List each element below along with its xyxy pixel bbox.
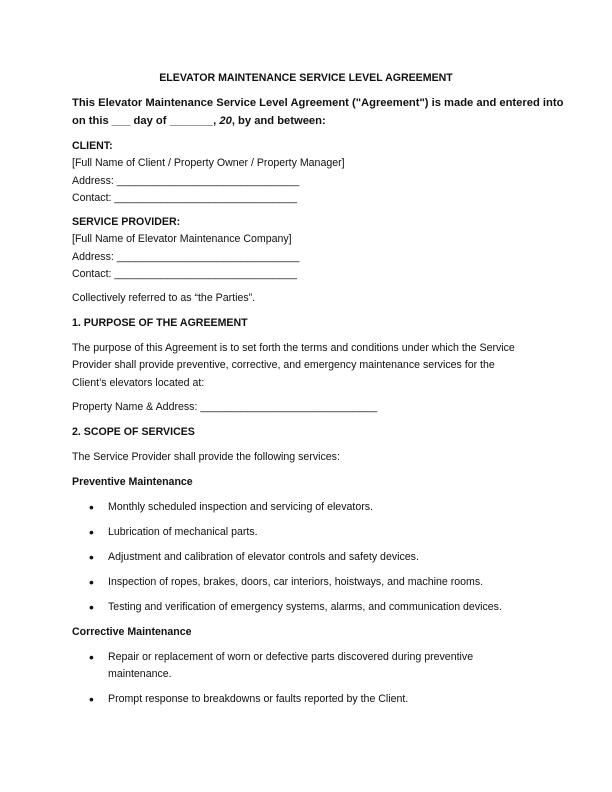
section-1-heading: 1. PURPOSE OF THE AGREEMENT bbox=[72, 317, 248, 329]
section-1-line-3: Client’s elevators located at: bbox=[72, 377, 205, 389]
client-contact: Contact: _______________________________ bbox=[72, 192, 298, 204]
section-2-intro: The Service Provider shall provide the following services: bbox=[72, 451, 340, 463]
client-name: [Full Name of Client / Property Owner / Property Manager] bbox=[72, 157, 345, 169]
section-1-line-1: The purpose of this Agreement is to set forth the terms and conditions under which the Service bbox=[72, 342, 515, 354]
intro-year: 20 bbox=[219, 115, 232, 127]
intro-line-2-post: , by and between: bbox=[231, 115, 326, 127]
preventive-item: Monthly scheduled inspection and servicing of elevators. bbox=[108, 501, 373, 513]
property-name-address: Property Name & Address: ______________________________ bbox=[72, 401, 378, 413]
section-1-line-2: Provider shall provide preventive, corrective, and emergency maintenance services for the bbox=[72, 359, 495, 371]
provider-address: Address: _______________________________ bbox=[72, 251, 300, 263]
client-heading: CLIENT: bbox=[72, 140, 113, 152]
bullet: • bbox=[89, 649, 94, 665]
intro-line-2-pre: on this ___ day of _______, bbox=[72, 115, 220, 127]
preventive-item: Testing and verification of emergency systems, alarms, and communication devices. bbox=[108, 601, 502, 613]
corrective-heading: Corrective Maintenance bbox=[72, 626, 192, 638]
bullet: • bbox=[89, 599, 94, 615]
provider-name: [Full Name of Elevator Maintenance Company] bbox=[72, 233, 292, 245]
preventive-item: Adjustment and calibration of elevator controls and safety devices. bbox=[108, 551, 419, 563]
preventive-item: Inspection of ropes, brakes, doors, car interiors, hoistways, and machine rooms. bbox=[108, 576, 484, 588]
section-2-heading: 2. SCOPE OF SERVICES bbox=[72, 426, 195, 438]
provider-contact: Contact: _______________________________ bbox=[72, 268, 298, 280]
parties-statement: Collectively referred to as “the Parties”. bbox=[72, 292, 256, 304]
client-address: Address: _______________________________ bbox=[72, 175, 300, 187]
intro-line-1: This Elevator Maintenance Service Level Agreement ("Agreement") is made and entered into bbox=[72, 97, 564, 109]
bullet: • bbox=[89, 574, 94, 590]
corrective-item: Prompt response to breakdowns or faults reported by the Client. bbox=[108, 693, 409, 705]
corrective-item-line-1: Repair or replacement of worn or defective parts discovered during preventive bbox=[108, 651, 474, 663]
bullet: • bbox=[89, 524, 94, 540]
bullet: • bbox=[89, 499, 94, 515]
bullet: • bbox=[89, 691, 94, 707]
preventive-heading: Preventive Maintenance bbox=[72, 476, 193, 488]
preventive-item: Lubrication of mechanical parts. bbox=[108, 526, 258, 538]
bullet: • bbox=[89, 549, 94, 565]
document-title: ELEVATOR MAINTENANCE SERVICE LEVEL AGREEMENT bbox=[159, 72, 453, 84]
corrective-item-line-2: maintenance. bbox=[108, 668, 172, 680]
intro-line-2 bbox=[72, 115, 326, 128]
provider-heading: SERVICE PROVIDER: bbox=[72, 216, 181, 228]
